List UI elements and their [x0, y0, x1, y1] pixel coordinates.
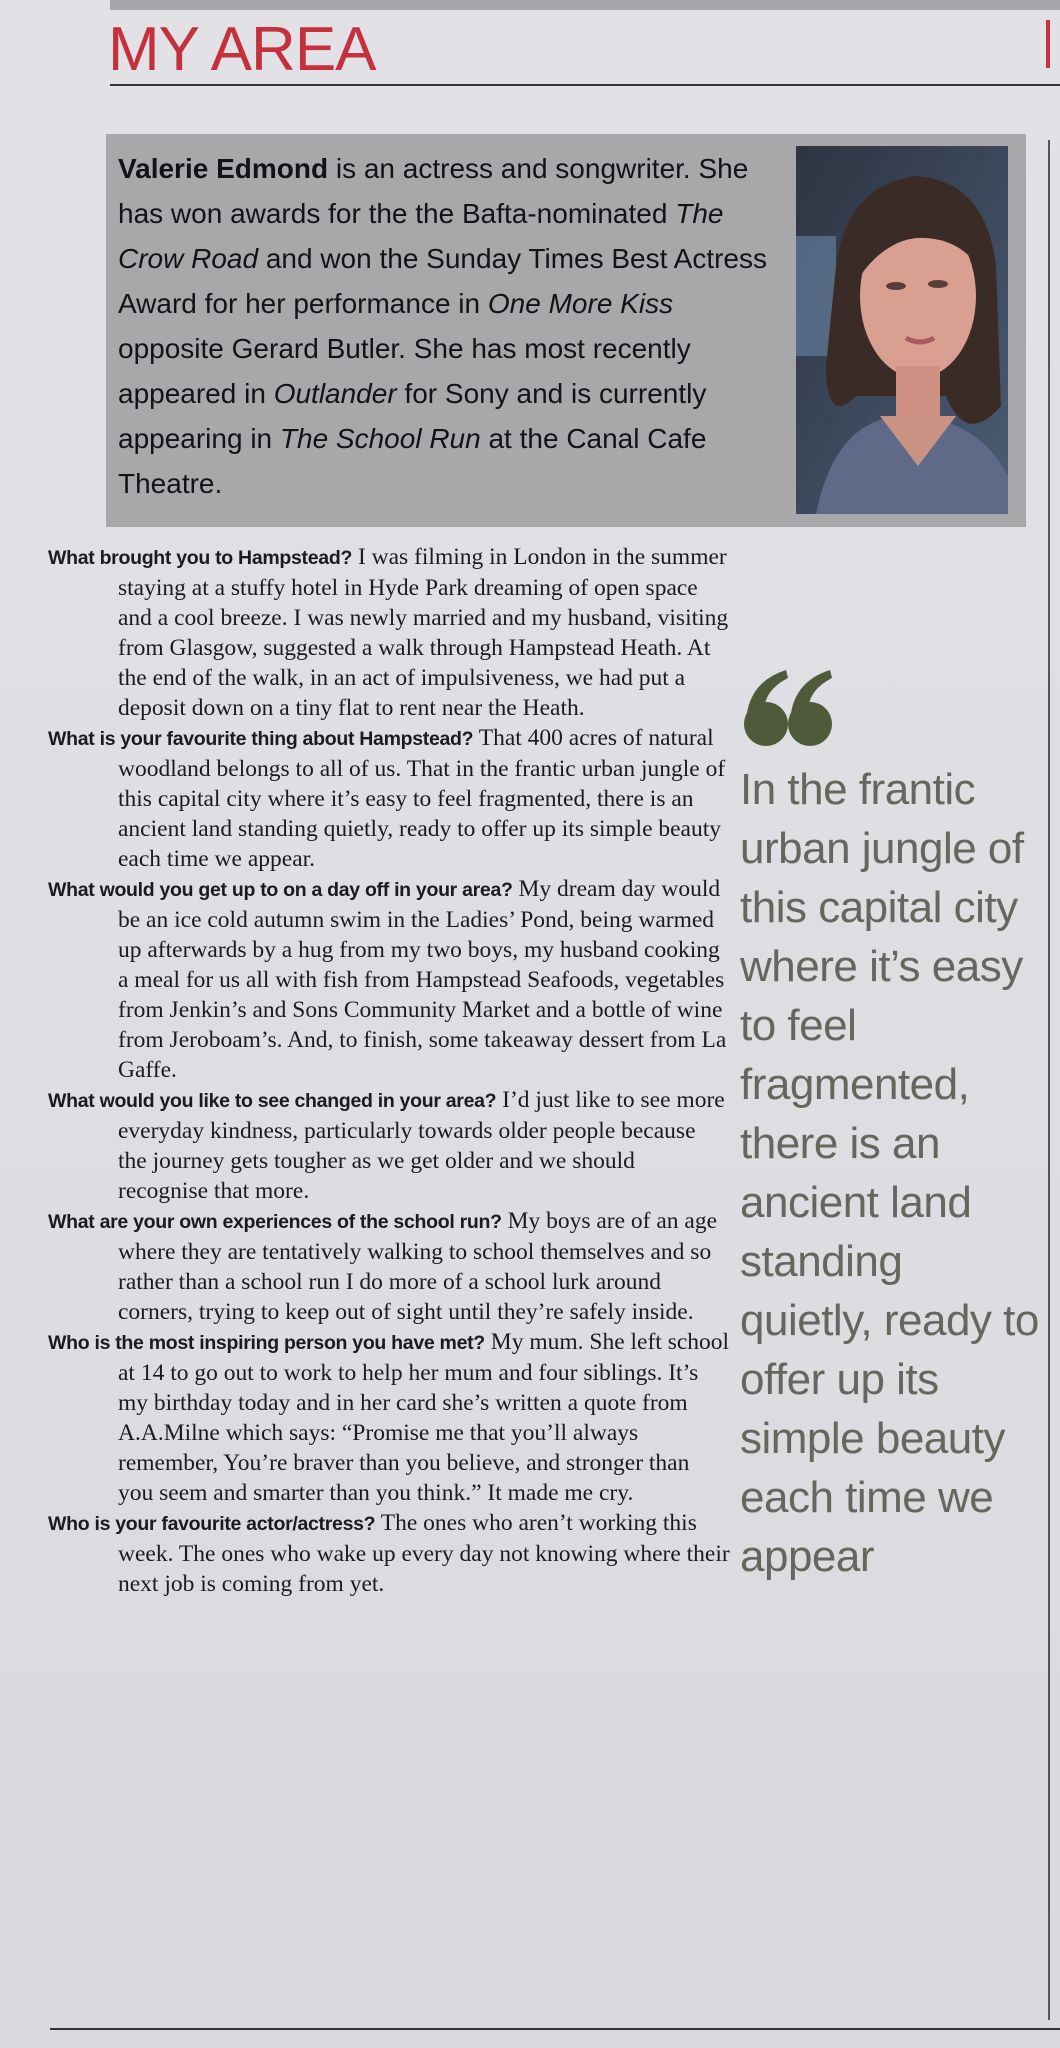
portrait-photo: [796, 146, 1008, 514]
bio-paragraph: [118, 146, 783, 506]
right-border: [1048, 140, 1050, 2020]
bio-title: One More Kiss: [487, 288, 674, 319]
qa-item: [40, 1085, 730, 1206]
bio-text-part: is an actress and songwriter. She has won awards for the the Bafta-nominated: [118, 153, 749, 229]
qa-item: [40, 542, 730, 723]
bio-title: Outlander: [273, 378, 397, 409]
bio-title: The Crow Road: [118, 198, 724, 274]
qa-item: [40, 1327, 730, 1508]
title-rule: [110, 84, 1060, 86]
top-strip: [110, 0, 1060, 10]
qa-answer: I was filming in London in the summer staying at a stuffy hotel in Hyde Park dreaming of open space and a cool breeze. I was newly married and my husband, visiting from Glasgow, suggested a walk through Hampstead Heath. At the end of the walk, in an act of impulsiveness, we had put a deposit down on a tiny flat to rent near the Heath.: [118, 544, 729, 721]
qa-column: [40, 542, 730, 1599]
qa-answer: That 400 acres of natural woodland belongs to all of us. That in the frantic urban jungle of this capital city where it’s easy to feel fragmented, there is an ancient land standing quietly, ready to offer up its simple beauty each time we appear.: [118, 725, 726, 872]
qa-item: [40, 723, 730, 874]
quote-icon: [742, 668, 834, 752]
pull-quote: In the frantic urban jungle of this capital city where it’s easy to feel fragmented, there is an ancient land standing quietly, ready to offer up its simple beauty each time we appear: [740, 765, 1039, 1581]
qa-question: What are your own experiences of the school run?: [48, 1211, 502, 1233]
bottom-rule: [50, 2028, 1060, 2030]
qa-item: [40, 1508, 730, 1599]
qa-question: What is your favourite thing about Hampstead?: [48, 728, 474, 750]
qa-item: [40, 874, 730, 1085]
qa-answer: The ones who aren’t working this week. The ones who wake up every day not knowing where their next job is coming from yet.: [118, 1510, 730, 1597]
qa-item: [40, 1206, 730, 1327]
qa-question: Who is the most inspiring person you have met?: [48, 1332, 485, 1354]
qa-answer: I’d just like to see more everyday kindness, particularly towards older people because the journey gets tougher as we get older and we should recognise that more.: [118, 1087, 725, 1204]
bio-text: [118, 146, 783, 506]
bio-title: The School Run: [279, 423, 481, 454]
portrait-illustration: [796, 146, 1008, 514]
qa-answer: My mum. She left school at 14 to go out to work to help her mum and four siblings. It’s my birthday today and in her card she’s written a quote from A.A.Milne which says: “Promise me that you’ll always remember, You’re braver than you believe, and stronger than you seem and smarter than you think.” It made me cry.: [118, 1329, 730, 1506]
qa-question: What would you get up to on a day off in your area?: [48, 879, 513, 901]
bio-name: Valerie Edmond: [118, 153, 329, 184]
qa-question: What brought you to Hampstead?: [48, 547, 353, 569]
bio-text-part: at the Canal Cafe Theatre.: [118, 423, 707, 499]
bio-text-part: for Sony and is currently appearing in: [118, 378, 707, 454]
qa-answer: My dream day would be an ice cold autumn swim in the Ladies’ Pond, being warmed up afterwards by a hug from my two boys, my husband cooking a meal for us all with fish from Hampstead Seafoods, vegetables from Jenkin’s and Sons Community Market and a bottle of wine from Jeroboam’s. And, to finish, some takeaway dessert from La Gaffe.: [118, 876, 727, 1083]
bio-text-part: opposite Gerard Butler. She has most recently appeared in: [118, 333, 691, 409]
bio-text-part: and won the Sunday Times Best Actress Award for her performance in: [118, 243, 767, 319]
section-title: MY AREA: [108, 15, 376, 84]
qa-question: Who is your favourite actor/actress?: [48, 1513, 376, 1535]
qa-answer: My boys are of an age where they are tentatively walking to school themselves and so rather than a school run I do more of a school lurk around corners, trying to keep out of sight until they’re safely inside.: [118, 1208, 718, 1325]
qa-question: What would you like to see changed in your area?: [48, 1090, 497, 1112]
accent-tick: [1046, 20, 1050, 68]
